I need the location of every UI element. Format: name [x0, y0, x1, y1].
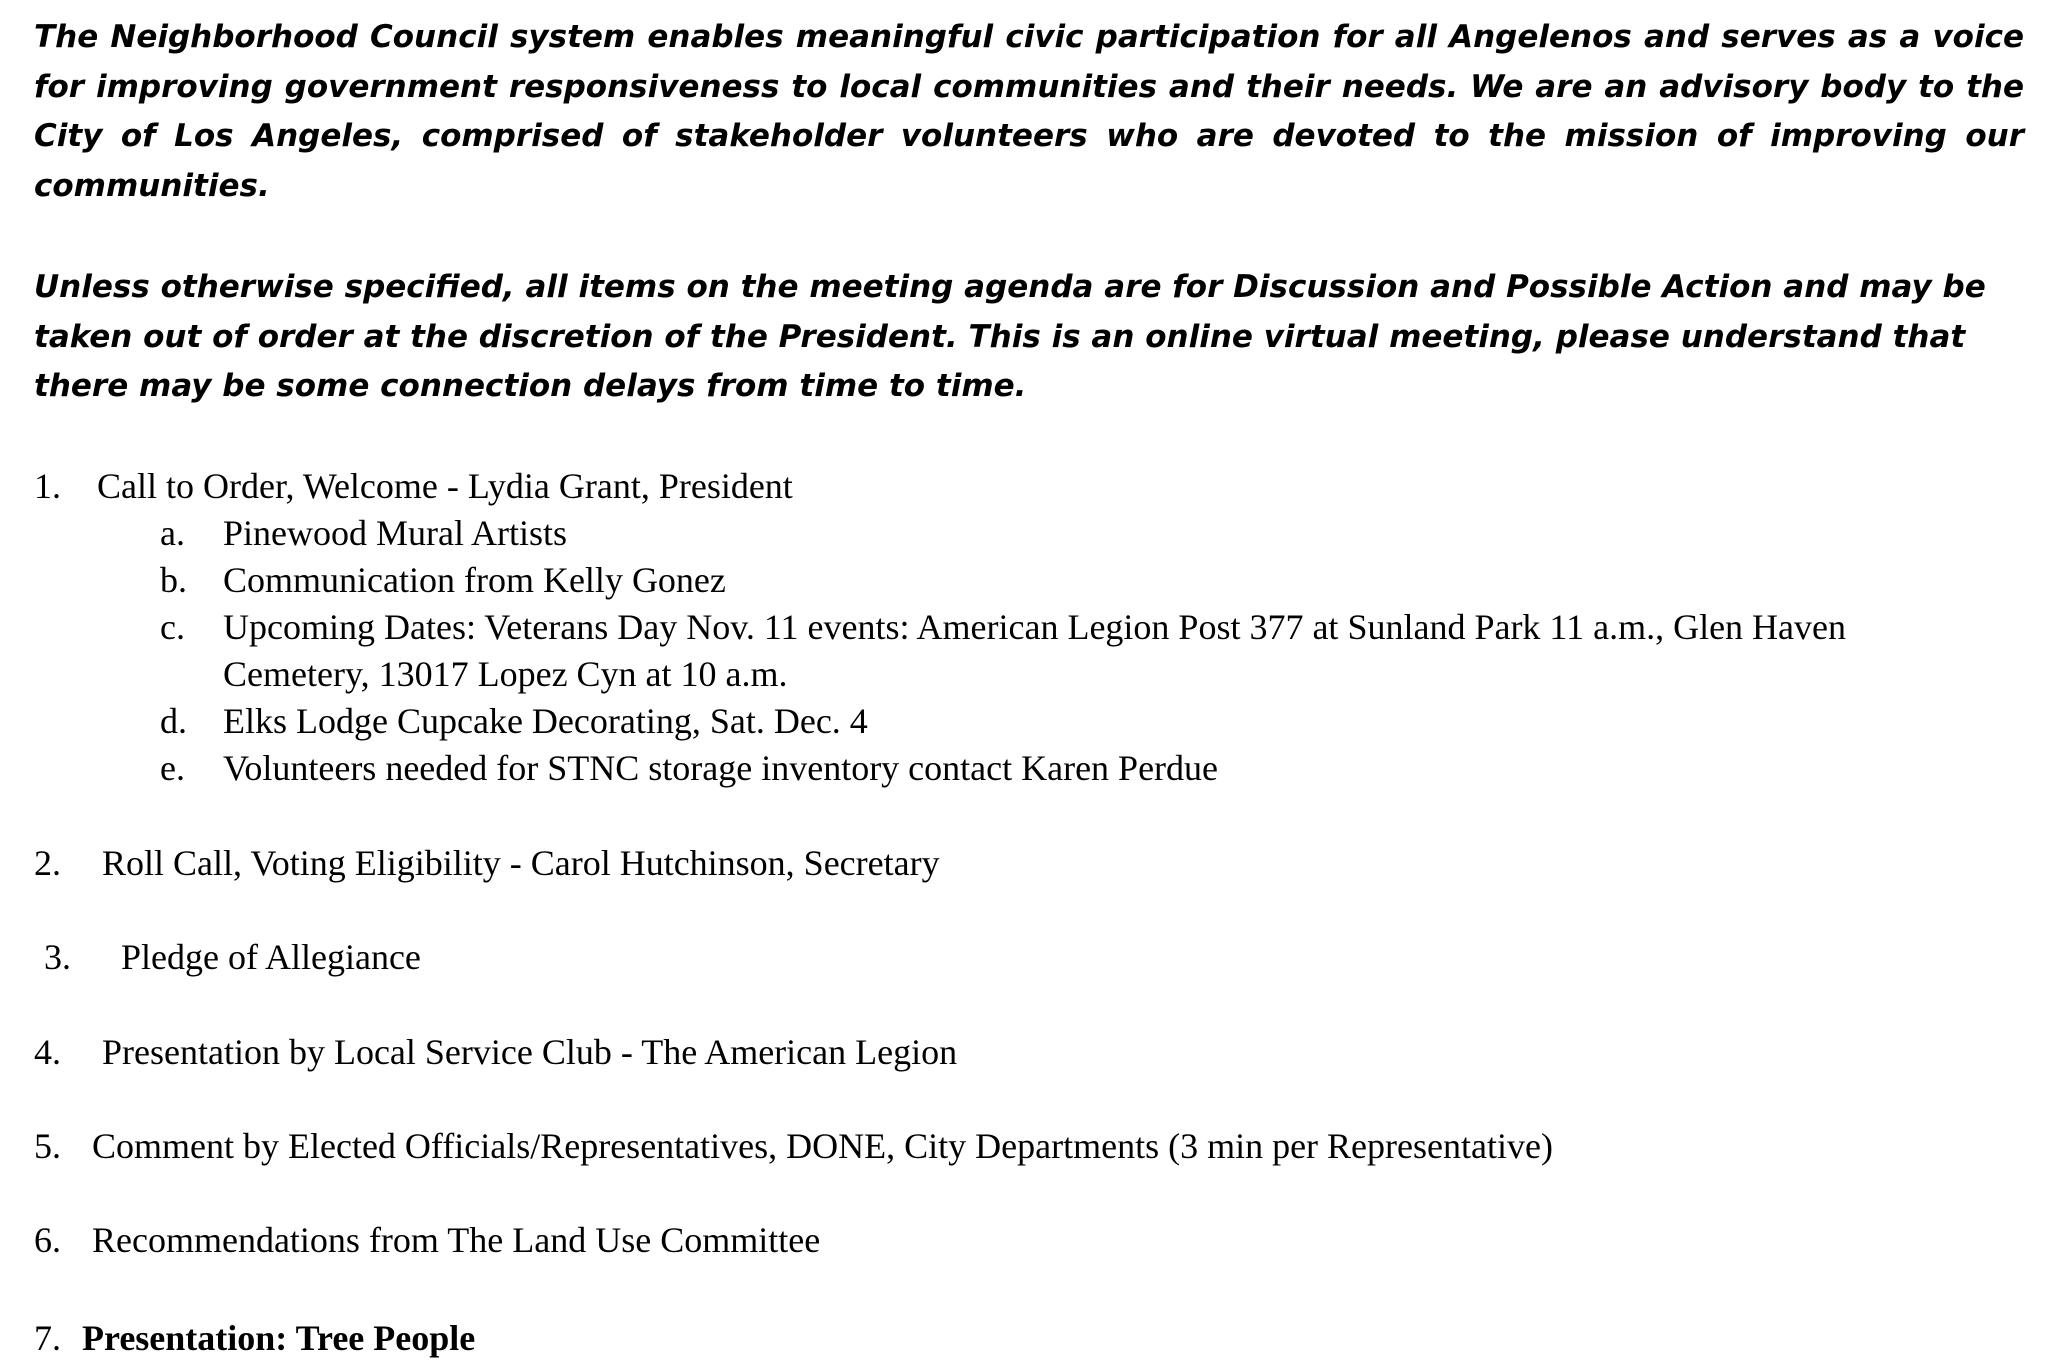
agenda-item-1 — [34, 463, 2024, 510]
agenda-item-2 — [34, 840, 2024, 887]
agenda-item-text: Comment by Elected Officials/Representatives, DONE, City Departments (3 min per Representative) — [92, 1126, 1553, 1166]
subitem-text: Volunteers needed for STNC storage inventory contact Karen Perdue — [223, 748, 1219, 788]
agenda-notice-line: taken out of order at the discretion of the President. This is an online virtual meeting, please understand that — [34, 318, 1966, 355]
agenda-item-number: 4. — [34, 1032, 61, 1072]
agenda-subitem-d — [160, 698, 2020, 745]
subitem-letter: d. — [160, 701, 187, 741]
subitem-text: Communication from Kelly Gonez — [223, 560, 726, 600]
subitem-letter: a. — [160, 513, 185, 553]
subitem-letter: e. — [160, 748, 185, 788]
agenda-item-number: 6. — [34, 1220, 61, 1260]
agenda-item-text: Presentation: Tree People — [82, 1318, 476, 1358]
agenda-notice-line: there may be some connection delays from time to time. — [34, 368, 1027, 404]
agenda-item-number: 2. — [34, 843, 61, 883]
agenda-item-3 — [44, 934, 2024, 981]
agenda-subitem-a — [160, 510, 2020, 557]
agenda-item-text: Call to Order, Welcome - Lydia Grant, President — [97, 466, 793, 506]
agenda-item-number: 1. — [34, 466, 61, 506]
agenda-subitem-b — [160, 557, 2020, 604]
agenda-subitem-e — [160, 745, 2020, 792]
agenda-item-7 — [34, 1315, 2024, 1362]
subitem-letter: c. — [160, 607, 185, 647]
subitem-letter: b. — [160, 560, 187, 600]
subitem-text: Upcoming Dates: Veterans Day Nov. 11 events: American Legion Post 377 at Sunland Park 11 a.m., Glen Haven — [223, 607, 1847, 647]
agenda-item-number: 3. — [44, 937, 71, 977]
agenda-item-text: Presentation by Local Service Club - The American Legion — [102, 1032, 958, 1072]
agenda-item-4 — [34, 1029, 2024, 1076]
agenda-item-text: Roll Call, Voting Eligibility - Carol Hutchinson, Secretary — [102, 843, 940, 883]
subitem-text: Pinewood Mural Artists — [223, 513, 568, 553]
agenda-item-number: 5. — [34, 1126, 61, 1166]
agenda-item-6 — [34, 1217, 2024, 1264]
subitem-text-continued: Cemetery, 13017 Lopez Cyn at 10 a.m. — [223, 654, 788, 694]
agenda-item-5 — [34, 1123, 2024, 1170]
subitem-text: Elks Lodge Cupcake Decorating, Sat. Dec. 4 — [223, 701, 868, 741]
agenda-notice-line: Unless otherwise specified, all items on the meeting agenda are for Discussion and Possible Action and may be — [34, 269, 1986, 305]
agenda-item-text: Pledge of Allegiance — [121, 937, 421, 977]
agenda-subitem-c — [160, 604, 2020, 698]
agenda-item-number: 7. — [34, 1318, 61, 1358]
mission-statement: The Neighborhood Council system enables meaningful civic participation for all Angelenos and serves as a voice for improving government responsiveness to local communities and their needs. We are an advisory body to the City of Los Angeles, comprised of stakeholder volunteers who are devoted to the mission of improving our communities. — [34, 19, 2024, 204]
agenda-item-text: Recommendations from The Land Use Committee — [92, 1220, 821, 1260]
agenda-notice — [34, 263, 2024, 412]
